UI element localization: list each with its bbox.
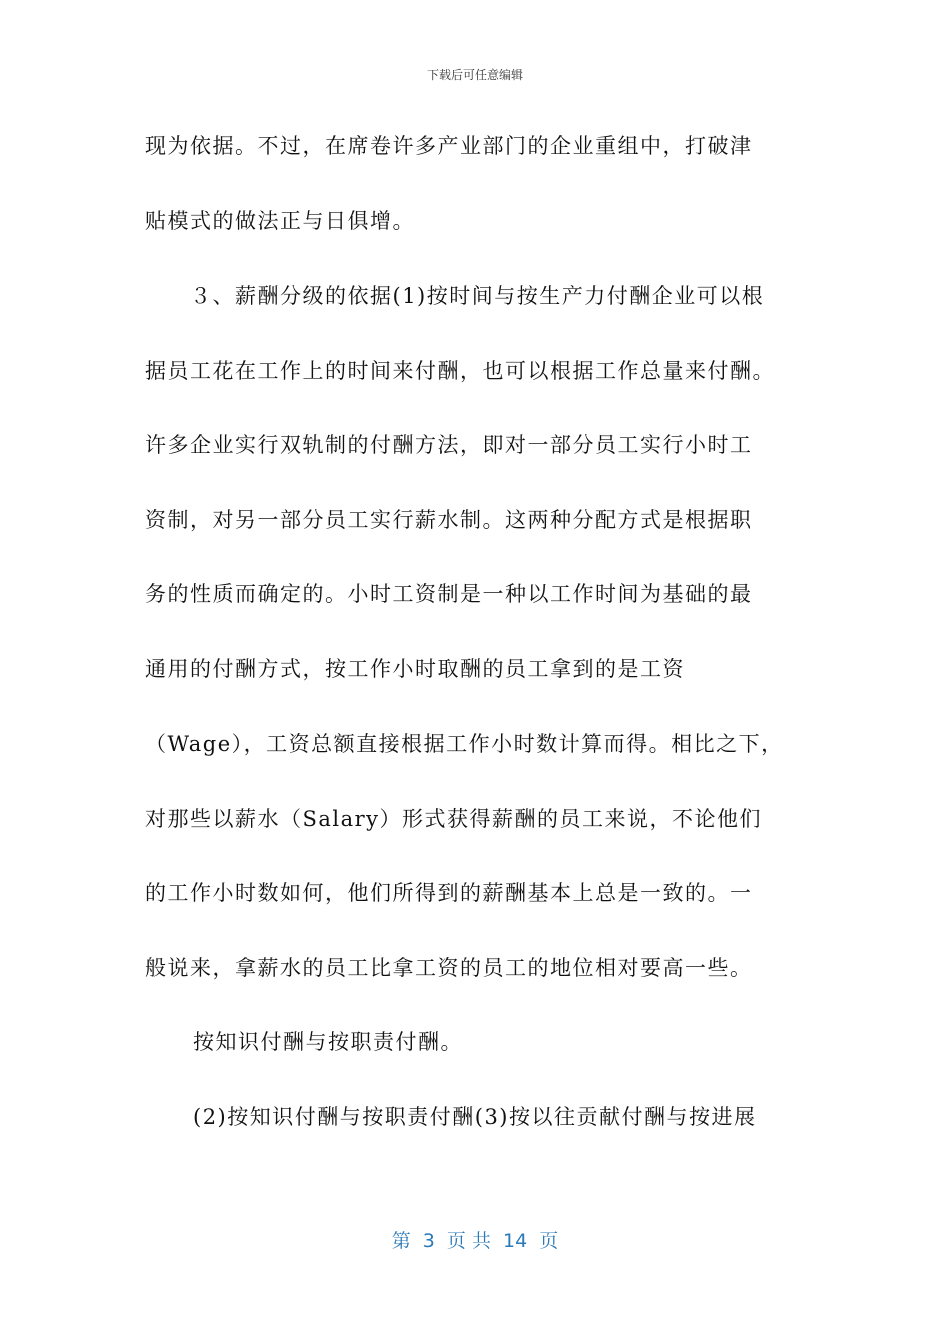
body-line: 许多企业实行双轨制的付酬方法，即对一部分员工实行小时工 xyxy=(145,433,753,457)
body-line: 的工作小时数如何，他们所得到的薪酬基本上总是一致的。一 xyxy=(145,881,753,905)
body-line: ３、薪酬分级的依据(1)按时间与按生产力付酬企业可以根 xyxy=(190,284,765,308)
page-number: 第 3 页 共 14 页 xyxy=(391,1230,559,1252)
body-line: 务的性质而确定的。小时工资制是一种以工作时间为基础的最 xyxy=(145,582,753,606)
body-line: 资制，对另一部分员工实行薪水制。这两种分配方式是根据职 xyxy=(145,508,753,532)
body-line: 通用的付酬方式，按工作小时取酬的员工拿到的是工资 xyxy=(145,657,685,681)
body-line: (2)按知识付酬与按职责付酬(3)按以往贡献付酬与按进展 xyxy=(193,1105,757,1129)
body-line: 贴模式的做法正与日俱增。 xyxy=(145,209,415,233)
page-header-note: 下载后可任意编辑 xyxy=(426,68,523,82)
body-line: 现为依据。不过，在席卷许多产业部门的企业重组中，打破津 xyxy=(145,134,753,158)
body-line: 般说来，拿薪水的员工比拿工资的员工的地位相对要高一些。 xyxy=(145,956,753,980)
body-line: 按知识付酬与按职责付酬。 xyxy=(193,1030,463,1054)
body-line: 对那些以薪水（Salary）形式获得薪酬的员工来说，不论他们 xyxy=(145,807,763,831)
body-line: （Wage），工资总额直接根据工作小时数计算而得。相比之下， xyxy=(145,732,784,756)
body-line: 据员工花在工作上的时间来付酬，也可以根据工作总量来付酬。 xyxy=(145,359,775,383)
